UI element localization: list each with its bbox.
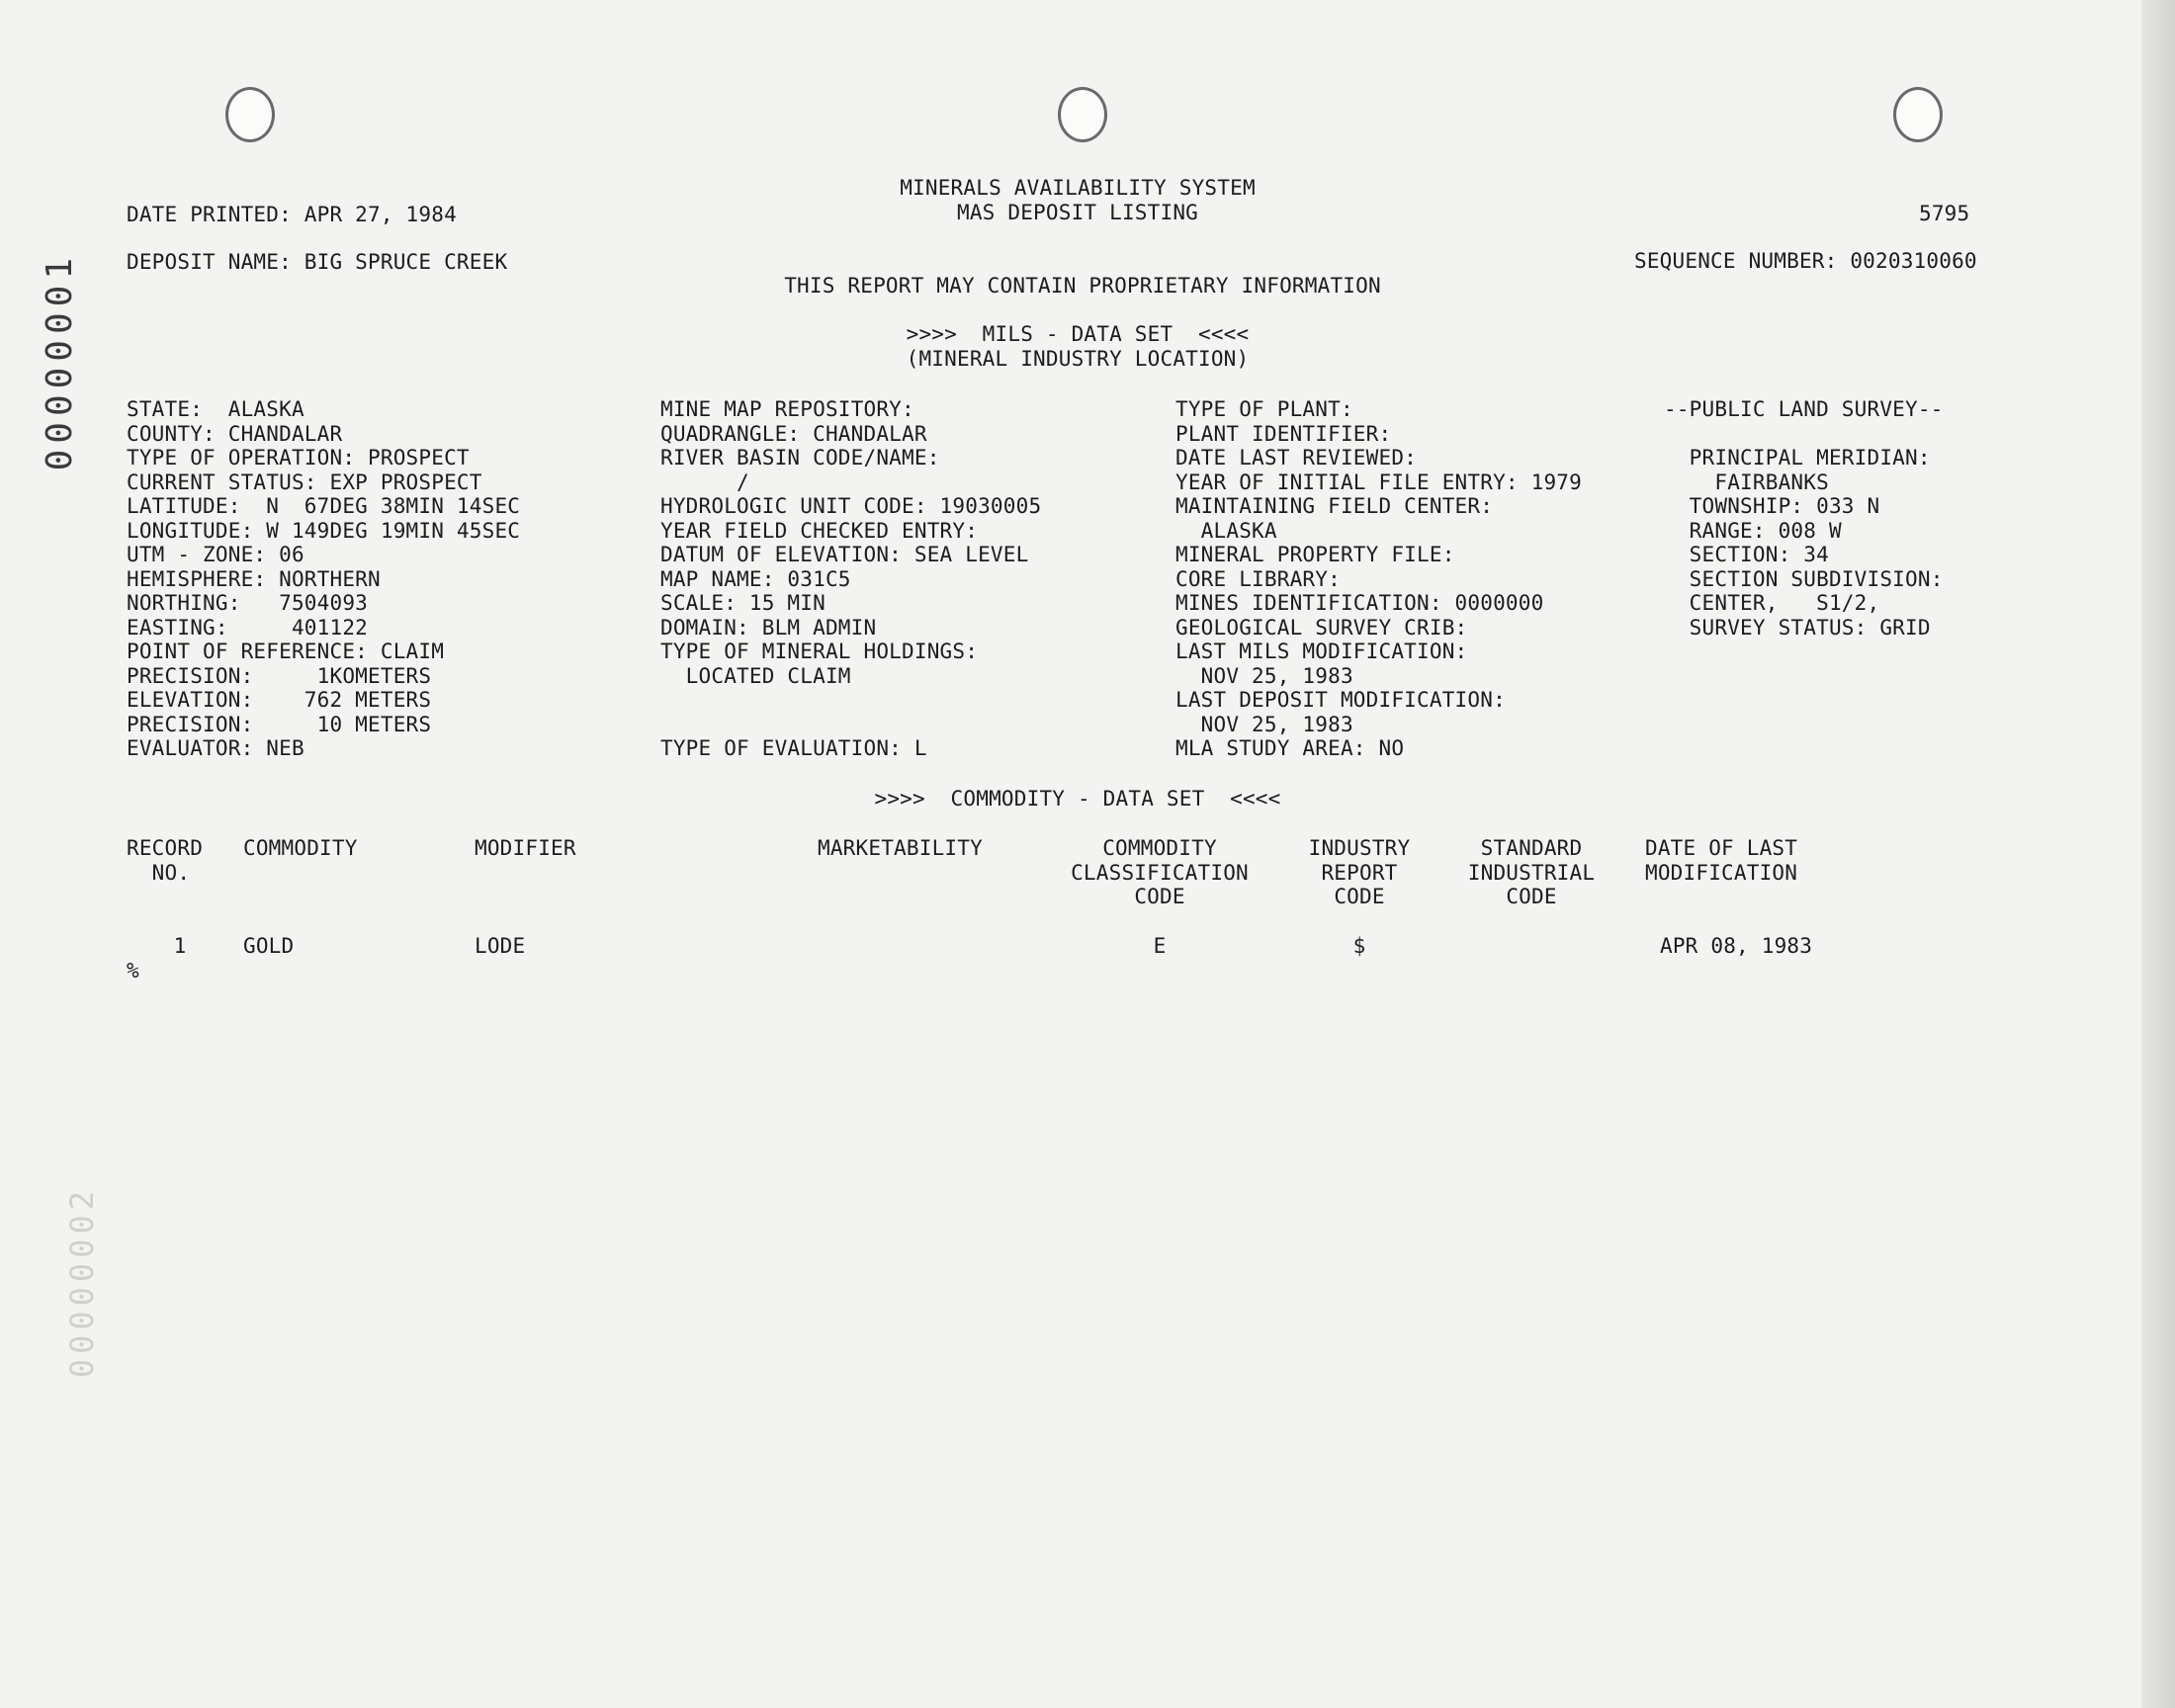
header-classification-code: COMMODITY CLASSIFICATION CODE (1071, 836, 1249, 908)
mils-field-line: TYPE OF OPERATION: PROSPECT (127, 446, 470, 470)
mils-field-line: EASTING: 401122 (127, 615, 369, 640)
mils-field-line: --PUBLIC LAND SURVEY-- (1664, 397, 1944, 421)
cell-record-no: 1 (173, 934, 187, 958)
report-system-title: MINERALS AVAILABILITY SYSTEM (900, 176, 1256, 200)
mils-field-line: MINERAL PROPERTY FILE: (1175, 543, 1455, 566)
mils-field-line: SURVEY STATUS: GRID (1664, 615, 1931, 640)
mils-field-line: NORTHING: 7504093 (127, 591, 369, 615)
page-number: 5795 (1919, 202, 1970, 225)
mils-field-line: LONGITUDE: W 149DEG 19MIN 45SEC (127, 518, 521, 543)
header-marketability: MARKETABILITY (818, 836, 983, 860)
mils-field-line: MAP NAME: 031C5 (660, 566, 851, 591)
mils-field-line: CURRENT STATUS: EXP PROSPECT (127, 470, 482, 494)
mils-field-line: COUNTY: CHANDALAR (127, 421, 343, 446)
mils-field-line: RIVER BASIN CODE/NAME: (660, 446, 940, 470)
mils-field-line (660, 688, 1041, 713)
mils-heading: >>>> MILS - DATA SET <<<< (906, 322, 1250, 346)
mils-field-line: PLANT IDENTIFIER: (1175, 421, 1392, 446)
mils-field-line: MAINTAINING FIELD CENTER: (1175, 494, 1494, 518)
mils-field-line: CORE LIBRARY: (1175, 566, 1341, 591)
paper-edge (2141, 0, 2175, 1708)
date-printed: DATE PRINTED: APR 27, 1984 (127, 203, 457, 226)
cell-modifier: LODE (475, 934, 526, 958)
header-record-no: RECORD NO. (127, 836, 204, 885)
mils-field-line: EVALUATOR: NEB (127, 736, 304, 760)
mils-field-line: PRINCIPAL MERIDIAN: (1664, 446, 1931, 470)
mils-field-line: POINT OF REFERENCE: CLAIM (127, 640, 445, 663)
mils-field-line: DATE LAST REVIEWED: (1175, 446, 1418, 470)
mils-field-line: TYPE OF EVALUATION: L (660, 736, 927, 760)
header-modifier: MODIFIER (475, 836, 576, 860)
mils-field-line: LOCATED CLAIM (660, 663, 851, 688)
mils-field-line: MINES IDENTIFICATION: 0000000 (1175, 591, 1544, 615)
mils-field-line: CENTER, S1/2, (1664, 591, 1880, 615)
mils-field-line: HYDROLOGIC UNIT CODE: 19030005 (660, 494, 1042, 518)
mils-column-mapping (660, 397, 1041, 761)
mils-column-public-land-survey (1664, 397, 1944, 640)
mils-field-line: LATITUDE: N 67DEG 38MIN 14SEC (127, 494, 521, 518)
mils-column-location (127, 397, 520, 761)
mils-field-line: RANGE: 008 W (1664, 518, 1842, 543)
cell-commodity: GOLD (243, 934, 295, 958)
mils-field-line: PRECISION: 10 METERS (127, 712, 432, 736)
mils-field-line: NOV 25, 1983 (1175, 663, 1353, 688)
mils-field-line: SCALE: 15 MIN (660, 591, 826, 615)
mils-field-line: YEAR OF INITIAL FILE ENTRY: 1979 (1175, 470, 1582, 494)
mils-field-line (660, 713, 1041, 737)
mils-field-line: UTM - ZONE: 06 (127, 543, 304, 566)
mils-field-line: TYPE OF PLANT: (1175, 397, 1353, 421)
mils-field-line: LAST MILS MODIFICATION: (1175, 640, 1468, 663)
mils-field-line: DATUM OF ELEVATION: SEA LEVEL (660, 543, 1029, 566)
mils-field-line: / (660, 470, 749, 494)
mils-field-line: SECTION SUBDIVISION: (1664, 566, 1944, 591)
mils-field-line: MLA STUDY AREA: NO (1175, 736, 1405, 760)
mils-field-line: YEAR FIELD CHECKED ENTRY: (660, 518, 979, 543)
cell-industry-report-code: $ (1352, 934, 1366, 958)
mils-field-line: NOV 25, 1983 (1175, 712, 1353, 736)
mils-field-line: LAST DEPOSIT MODIFICATION: (1175, 688, 1506, 712)
side-stamp-faint: 00000002 (63, 1186, 101, 1379)
mils-field-line: MINE MAP REPOSITORY: (660, 397, 914, 421)
mils-field-line: ELEVATION: 762 METERS (127, 688, 432, 712)
mils-field-line: GEOLOGICAL SURVEY CRIB: (1175, 615, 1468, 640)
sequence-number: SEQUENCE NUMBER: 0020310060 (1634, 249, 1977, 273)
mils-field-line: STATE: ALASKA (127, 397, 304, 421)
deposit-name: DEPOSIT NAME: BIG SPRUCE CREEK (127, 250, 508, 274)
punch-hole-center (1058, 87, 1107, 142)
commodity-heading: >>>> COMMODITY - DATA SET <<<< (874, 787, 1281, 811)
mils-field-line: ALASKA (1175, 518, 1277, 543)
mils-field-line: PRECISION: 1KOMETERS (127, 663, 432, 688)
punch-hole-left (225, 87, 275, 142)
mils-subheading: (MINERAL INDUSTRY LOCATION) (906, 347, 1250, 371)
mils-field-line: SECTION: 34 (1664, 543, 1829, 566)
mils-field-line: FAIRBANKS (1664, 470, 1829, 494)
header-industry-report-code: INDUSTRY REPORT CODE (1308, 836, 1411, 908)
punch-hole-right (1893, 87, 1943, 142)
header-standard-industrial-code: STANDARD INDUSTRIAL CODE (1467, 836, 1596, 908)
cell-date-last-modification: APR 08, 1983 (1660, 934, 1813, 958)
report-listing-title: MAS DEPOSIT LISTING (956, 201, 1199, 224)
mils-field-line: DOMAIN: BLM ADMIN (660, 615, 877, 640)
header-commodity: COMMODITY (243, 836, 358, 860)
mils-column-administrative (1175, 397, 1582, 761)
mils-field-line: HEMISPHERE: NORTHERN (127, 566, 381, 591)
mils-field-line (1664, 422, 1944, 447)
side-stamp: 00000001 (40, 252, 80, 471)
cell-classification-code: E (1153, 934, 1167, 958)
mils-field-line: QUADRANGLE: CHANDALAR (660, 421, 927, 446)
mils-field-line: TYPE OF MINERAL HOLDINGS: (660, 640, 979, 663)
mils-field-line: TOWNSHIP: 033 N (1664, 494, 1880, 518)
proprietary-notice: THIS REPORT MAY CONTAIN PROPRIETARY INFORMATION (784, 274, 1381, 298)
header-date-last-modification: DATE OF LAST MODIFICATION (1645, 836, 1798, 885)
end-of-record-marker: % (127, 959, 139, 982)
